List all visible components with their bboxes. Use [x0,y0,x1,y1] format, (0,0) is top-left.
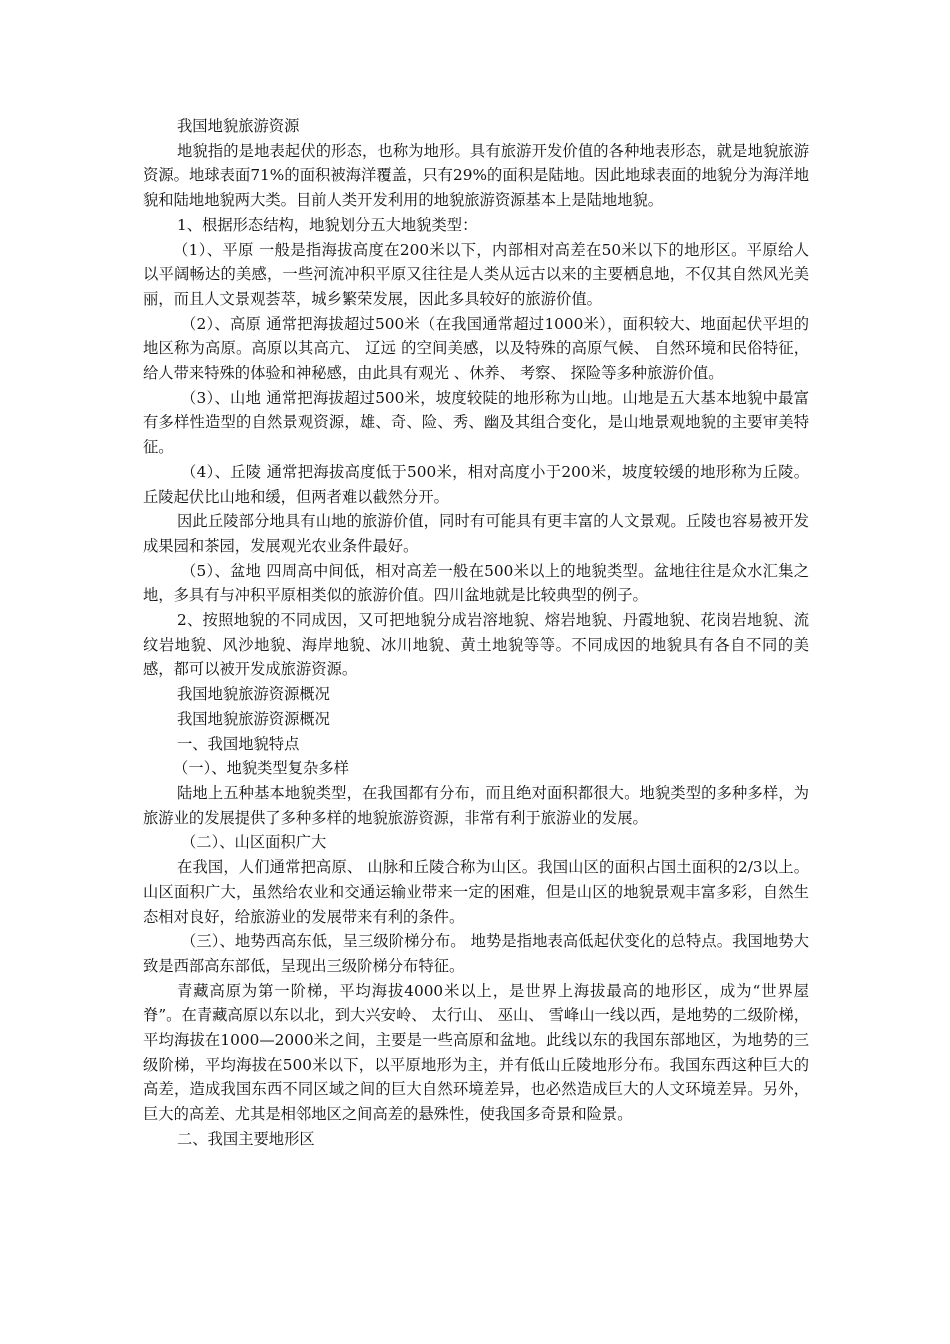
paragraph-mountain: （3）、山地 通常把海拔超过500米，坡度较陡的地形称为山地。山地是五大基本地貌中最富有多样性造型的自然景观资源，雄、奇、险、秀、幽及其组合变化，是山地景观地貌的主要审美特征。 [143,388,809,457]
subheading-mountain-area: （二）、山区面积广大 [181,833,327,852]
document-page [143,114,809,1152]
document-title: 我国地貌旅游资源 [177,117,300,135]
section-heading-main-regions: 二、我国主要地形区 [177,1129,315,1148]
section-heading-overview: 我国地貌旅游资源概况 [177,685,330,704]
paragraph-hill: （4）、丘陵 通常把海拔高度低于500米，相对高度小于200米，坡度较缓的地形称为丘陵。丘陵起伏比山地和缓，但两者难以截然分开。 [143,462,809,506]
paragraph-plateau: （2）、高原 通常把海拔超过500米（在我国通常超过1000米），面积较大、地面起伏平坦的地区称为高原。高原以其高亢、 辽远 的空间美感，以及特殊的高原气候、 自然环境和民俗特征，给人带来特殊的体验和神秘感，由此具有观光 、休养、 考察、 探险等多种旅游价值。 [143,314,809,383]
section-heading-features: 一、我国地貌特点 [177,734,300,753]
subheading-diverse-types: （一）、地貌类型复杂多样 [173,759,349,778]
paragraph-terrain-steps: （三）、地势西高东低，呈三级阶梯分布。 地势是指地表高低起伏变化的总特点。我国地势大致是西部高东部低，呈现出三级阶梯分布特征。 [143,932,809,975]
paragraph-diverse-types: 陆地上五种基本地貌类型，在我国都有分布，而且绝对面积都很大。地貌类型的多种多样，为旅游业的发展提供了多种多样的地貌旅游资源，非常有利于旅游业的发展。 [143,783,809,827]
paragraph-three-steps: 青藏高原为第一阶梯，平均海拔4000米以上，是世界上海拔最高的地形区，成为“世界屋脊”。在青藏高原以东以北，到大兴安岭、 太行山、 巫山、 雪峰山一线以西，是地势的二级阶梯，平均海拔在1000—2000米之间，主要是一些高原和盆地。此线以东的我国东部地区，为地势的三级阶梯，平均海拔在500米以下，以平原地形为主，并有低山丘陵地形分布。我国东西这种巨大的高差，造成我国东西不同区域之间的巨大自然环境差异，也必然造成巨大的人文环境差异。另外，巨大的高差、尤其是相邻地区之间高差的悬殊性，使我国多奇景和险景。 [143,981,809,1124]
paragraph-basin: （5）、盆地 四周高中间低，相对高差一般在500米以上的地貌类型。盆地往往是众水汇集之地，多具有与冲积平原相类似的旅游价值。四川盆地就是比较典型的例子。 [143,561,809,605]
paragraph-intro: 地貌指的是地表起伏的形态，也称为地形。具有旅游开发价值的各种地表形态，就是地貌旅游资源。地球表面71%的面积被海洋覆盖，只有29%的面积是陆地。因此地球表面的地貌分为海洋地貌和陆地地貌两大类。目前人类开发利用的地貌旅游资源基本上是陆地地貌。 [143,141,809,210]
section-heading-overview-repeat: 我国地貌旅游资源概况 [177,709,330,728]
paragraph-plain: （1）、平原 一般是指海拔高度在200米以下，内部相对高差在50米以下的地形区。平原给人以平阔畅达的美感，一些河流冲积平原又往往是人类从远古以来的主要栖息地，不仅其自然风光美丽，而且人文景观荟萃，城乡繁荣发展，因此多具较好的旅游价值。 [143,240,809,308]
paragraph-landform-types-heading: 1、根据形态结构，地貌划分五大地貌类型： [177,215,478,234]
paragraph-mountain-area: 在我国，人们通常把高原、 山脉和丘陵合称为山区。我国山区的面积占国土面积的2/3以上。山区面积广大，虽然给农业和交通运输业带来一定的困难，但是山区的地貌景观丰富多彩，自然生态相对良好，给旅游业的发展带来有利的条件。 [143,858,809,926]
paragraph-genesis-types: 2、按照地貌的不同成因，又可把地貌分成岩溶地貌、熔岩地貌、丹霞地貌、花岗岩地貌、流纹岩地貌、风沙地貌、海岸地貌、冰川地貌、黄土地貌等等。不同成因的地貌具有各自不同的美感，都可以被开发成旅游资源。 [143,611,809,679]
paragraph-hill-continued: 因此丘陵部分地具有山地的旅游价值，同时有可能具有更丰富的人文景观。丘陵也容易被开发成果园和茶园，发展观光农业条件最好。 [143,512,809,555]
